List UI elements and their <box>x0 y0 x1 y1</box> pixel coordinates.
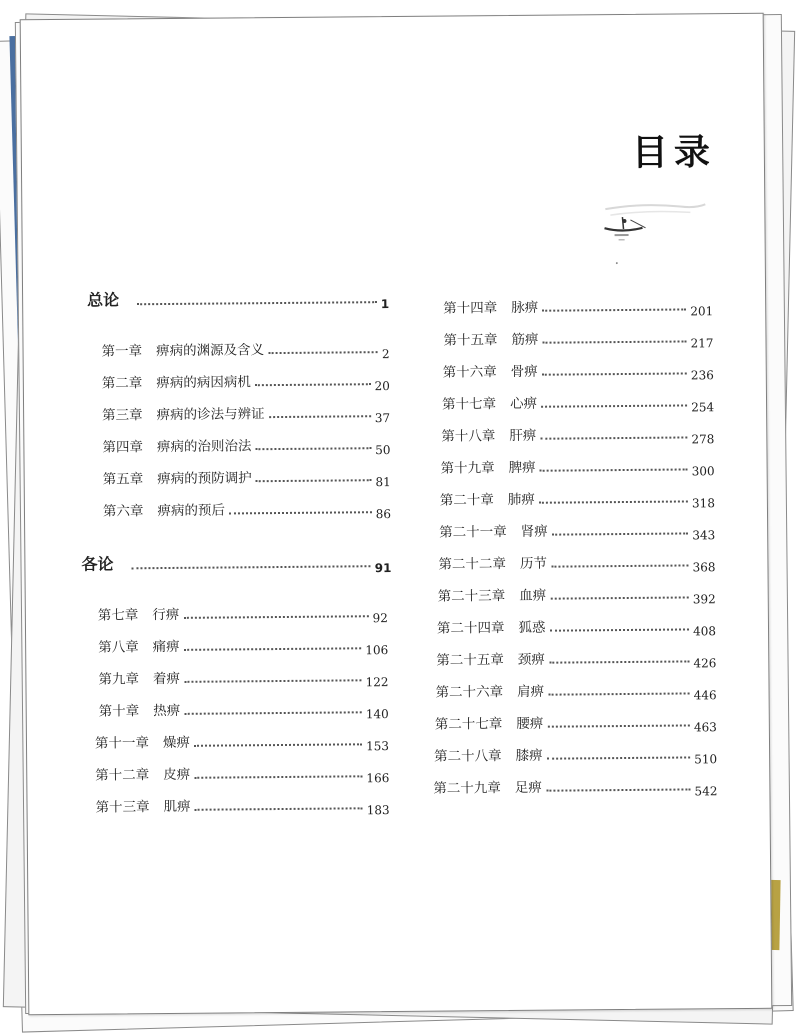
chapter-number: 第二十三章 <box>437 588 506 605</box>
chapter-title: 行痹 <box>152 606 180 624</box>
leader-dots <box>195 807 363 810</box>
chapter-title: 腰痹 <box>516 715 544 732</box>
leader-dots <box>229 511 372 514</box>
chapter-number: 第二十八章 <box>434 748 502 765</box>
toc-row[interactable] <box>101 337 389 360</box>
chapter-title: 心痹 <box>509 395 538 413</box>
toc-row[interactable] <box>98 633 388 656</box>
page-number: 254 <box>691 400 715 415</box>
leader-dots <box>548 692 690 695</box>
leader-dots <box>551 564 689 567</box>
leader-dots <box>547 756 691 759</box>
chapter-title: 热痹 <box>153 702 181 720</box>
chapter-title: 骨痹 <box>510 363 538 380</box>
page-number: 510 <box>694 752 718 767</box>
chapter-title: 足痹 <box>514 779 542 796</box>
page-number: 20 <box>374 379 390 394</box>
chapter-number: 第十九章 <box>440 460 495 477</box>
toc-row[interactable] <box>436 646 717 671</box>
toc-row[interactable] <box>95 729 389 752</box>
leader-dots <box>549 660 690 663</box>
leader-dots <box>184 679 362 683</box>
chapter-title: 肺痹 <box>507 491 535 509</box>
chapter-title: 痹病的渊源及含义 <box>155 342 265 360</box>
chapter-number: 第七章 <box>97 607 139 624</box>
leader-dots <box>539 500 688 503</box>
chapter-title: 肝痹 <box>509 427 537 445</box>
chapter-title: 历节 <box>519 555 548 572</box>
toc-row[interactable] <box>95 761 389 784</box>
chapter-number: 第十三章 <box>95 799 150 816</box>
page-title: 目录 <box>631 132 717 174</box>
chapter-title: 肌痹 <box>163 798 191 816</box>
toc-row[interactable] <box>102 433 390 456</box>
chapter-number: 第二十七章 <box>434 716 503 733</box>
page-number: 392 <box>692 592 716 607</box>
leader-dots <box>540 468 688 471</box>
chapter-number: 第四章 <box>102 439 143 456</box>
chapter-number: 第十章 <box>98 703 140 720</box>
chapter-title: 颈痹 <box>517 651 545 668</box>
page-number: 183 <box>366 803 390 818</box>
leader-dots <box>183 615 368 619</box>
chapter-number: 第一章 <box>101 343 143 360</box>
toc-section-general[interactable] <box>87 285 389 311</box>
leader-dots <box>194 743 362 746</box>
page-number: 343 <box>692 528 716 543</box>
leader-dots <box>541 404 687 407</box>
page-number: 368 <box>692 560 716 575</box>
toc-row[interactable] <box>102 369 390 392</box>
leader-dots <box>269 415 371 418</box>
chapter-title: 皮痹 <box>163 766 191 784</box>
chapter-number: 第六章 <box>102 503 144 520</box>
chapter-title: 筋痹 <box>511 331 539 348</box>
leader-dots <box>256 479 372 482</box>
toc-row[interactable] <box>440 454 715 479</box>
leader-dots <box>547 724 690 727</box>
chapter-number: 第十七章 <box>441 396 497 413</box>
chapter-number: 第九章 <box>98 671 140 688</box>
leader-dots <box>550 596 689 599</box>
leader-dots <box>255 447 371 450</box>
chapter-number: 第十六章 <box>442 364 497 381</box>
toc-row[interactable] <box>441 390 715 415</box>
page-number: 300 <box>691 464 715 479</box>
chapter-number: 第二十九章 <box>433 780 501 797</box>
page-number: 92 <box>372 611 388 626</box>
toc-row[interactable] <box>434 742 718 767</box>
page-number: 542 <box>694 784 718 799</box>
chapter-title: 脾痹 <box>508 459 536 477</box>
chapter-title: 着痹 <box>152 670 181 688</box>
page-number: 81 <box>375 475 391 490</box>
page-number: 426 <box>693 656 717 671</box>
chapter-title: 痹病的诊法与辨证 <box>156 406 265 424</box>
chapter-title: 痹病的预防调护 <box>157 470 252 488</box>
page-number: 318 <box>691 496 715 511</box>
chapter-number: 第二十一章 <box>439 524 507 541</box>
toc-row[interactable] <box>434 710 717 735</box>
chapter-number: 第二十章 <box>439 492 494 509</box>
page-number: 236 <box>690 368 714 383</box>
leader-dots <box>542 372 687 375</box>
toc-row[interactable] <box>441 422 715 447</box>
chapter-title: 痹病的治则治法 <box>156 438 252 456</box>
page-number: 153 <box>366 739 390 754</box>
chapter-number: 第十八章 <box>441 428 496 445</box>
toc-row[interactable] <box>439 518 716 543</box>
page-number: 37 <box>374 411 391 426</box>
page-number: 278 <box>691 432 715 447</box>
page-number: 106 <box>365 643 389 658</box>
chapter-title: 狐惑 <box>518 619 546 636</box>
chapter-title: 膝痹 <box>515 747 543 764</box>
page-number: 86 <box>375 507 392 522</box>
toc-row[interactable] <box>443 326 714 351</box>
page-number: 140 <box>365 707 389 722</box>
leader-dots <box>194 775 362 778</box>
toc-row[interactable] <box>99 697 389 720</box>
toc-row[interactable] <box>98 665 388 688</box>
leader-dots <box>543 340 687 343</box>
toc-page <box>20 13 773 1015</box>
page-number: 217 <box>690 336 714 351</box>
chapter-number: 第八章 <box>98 639 139 656</box>
chapter-number: 第十四章 <box>443 300 498 317</box>
leader-dots <box>131 565 370 569</box>
toc-row[interactable] <box>436 614 717 639</box>
toc-row[interactable] <box>95 793 389 816</box>
page-number: 50 <box>375 443 391 458</box>
page-number: 2 <box>381 347 390 362</box>
toc-row[interactable] <box>443 294 714 319</box>
page-number: 408 <box>693 624 717 639</box>
chapter-number: 第十五章 <box>443 332 498 349</box>
chapter-number: 第二章 <box>101 375 143 392</box>
page-number: 446 <box>693 688 717 703</box>
toc-row[interactable] <box>442 358 714 383</box>
leader-dots <box>540 436 687 439</box>
toc-row[interactable] <box>437 582 716 607</box>
leader-dots <box>137 301 377 305</box>
section-title: 总论 <box>87 290 120 310</box>
page-number: 1 <box>380 296 390 311</box>
chapter-title: 痹病的病因病机 <box>156 374 251 392</box>
toc-row[interactable] <box>439 486 715 511</box>
leader-dots <box>542 308 686 311</box>
toc-row[interactable] <box>103 465 391 488</box>
toc-section-specific[interactable] <box>81 549 391 575</box>
toc-row[interactable] <box>435 678 717 703</box>
leader-dots <box>184 647 362 651</box>
leader-dots <box>552 532 689 535</box>
leader-dots <box>255 383 371 386</box>
section-title: 各论 <box>81 554 114 574</box>
chapter-number: 第十一章 <box>94 735 150 752</box>
page-number: 463 <box>693 720 717 735</box>
chapter-number: 第二十二章 <box>438 556 507 573</box>
toc-row[interactable] <box>102 401 390 424</box>
ink-boat-icon <box>600 200 711 271</box>
chapter-title: 痹病的预后 <box>157 502 226 520</box>
chapter-number: 第三章 <box>102 407 143 424</box>
chapter-title: 肩痹 <box>516 683 545 700</box>
page-number: 201 <box>690 304 714 319</box>
chapter-number: 第二十五章 <box>436 652 504 669</box>
toc-row[interactable] <box>433 774 718 799</box>
chapter-title: 肾痹 <box>520 523 548 540</box>
page-number: 122 <box>365 675 389 690</box>
leader-dots <box>550 628 690 631</box>
page-number: 166 <box>366 771 390 786</box>
chapter-title: 燥痹 <box>162 734 191 752</box>
toc-row[interactable] <box>98 601 388 624</box>
chapter-title: 血痹 <box>519 587 547 604</box>
chapter-title: 痛痹 <box>152 638 180 656</box>
chapter-number: 第五章 <box>102 471 144 488</box>
leader-dots <box>546 788 691 791</box>
chapter-number: 第二十六章 <box>435 684 504 701</box>
page-number: 91 <box>374 560 392 575</box>
chapter-number: 第十二章 <box>95 767 150 784</box>
leader-dots <box>184 711 362 715</box>
toc-row[interactable] <box>438 550 716 575</box>
toc-row[interactable] <box>103 497 391 520</box>
leader-dots <box>268 351 378 354</box>
chapter-number: 第二十四章 <box>436 620 505 637</box>
chapter-title: 脉痹 <box>511 299 539 316</box>
